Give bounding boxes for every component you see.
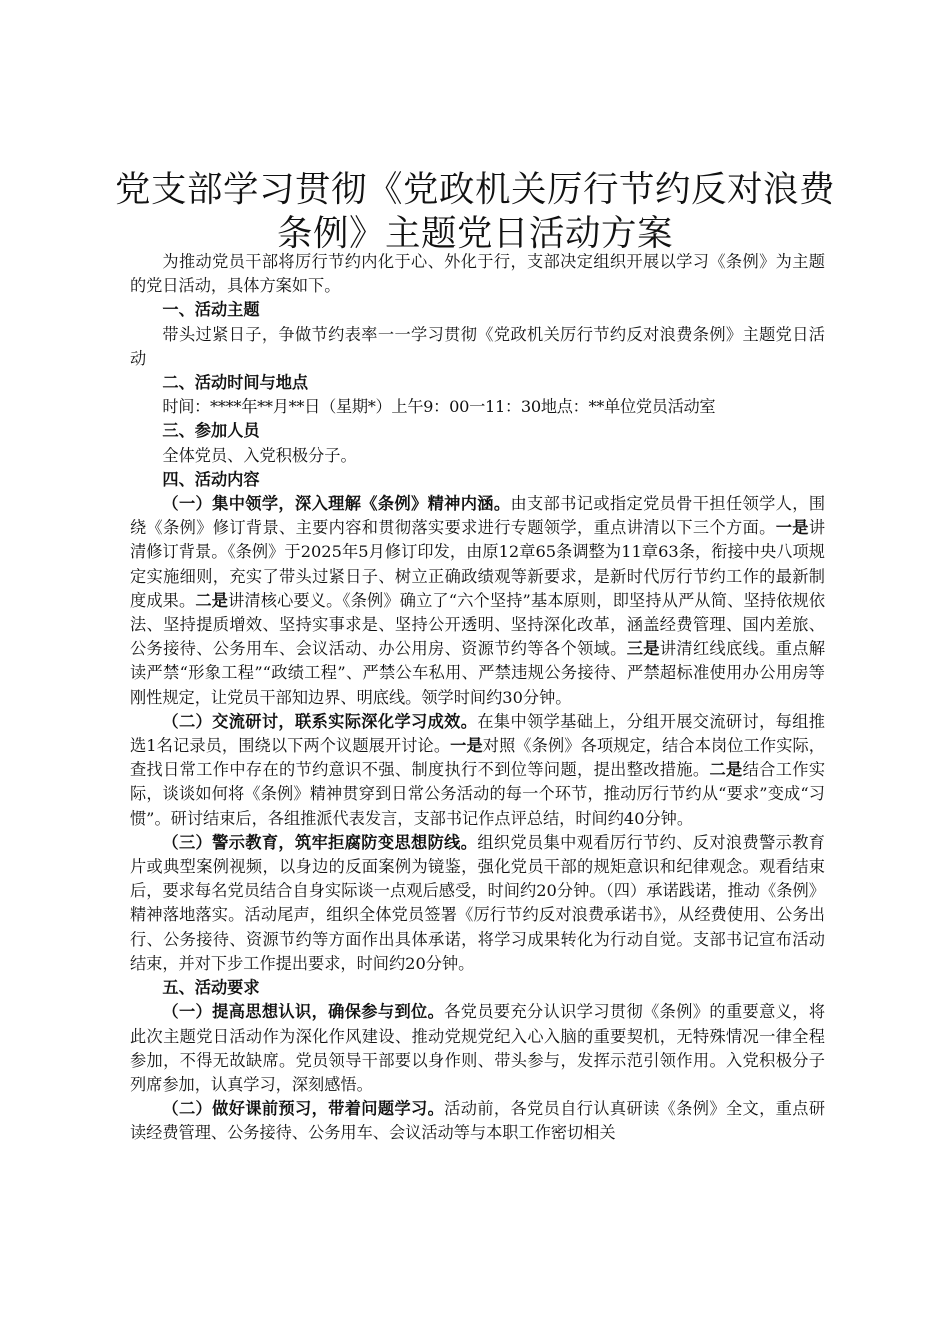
content-item-1-point-1: 一是: [775, 518, 809, 538]
requirement-item-1-text: 各党员要充分认识学习贯彻《条例》的重要意义，将此次主题党日活动作为深化作风建设、推动党规党纪入心入脑的重要契机，无特殊情况一律全程参加，不得无故缺席。党员领导干部要以身作则、带头参与，发挥示范引领作用。入党积极分子列席参加，认真学习，深刻感悟。: [130, 1002, 826, 1094]
requirement-item-2-text: 活动前，各党员自行认真研读《条例》全文，重点研读经费管理、公务接待、公务用车、会议活动等与本职工作密切相关: [130, 1099, 826, 1143]
content-item-1-text-a: 由支部书记或指定党员骨干担任领学人，围绕《条例》修订背景、主要内容和贯彻落实要求进行专题领学，重点讲清以下三个方面。: [130, 494, 826, 538]
content-item-3-lead: （三）警示教育，筑牢拒腐防变思想防线。: [162, 832, 478, 852]
document-body: [130, 250, 825, 1146]
content-item-1-text-d: 讲清红线底线。重点解读严禁“形象工程”“政绩工程”、严禁公车私用、严禁违规公务接待、严禁超标准使用办公用房等刚性规定，让党员干部知边界、明底线。领学时间约30分钟。: [130, 639, 826, 707]
requirement-item-1-lead: （一）提高思想认识，确保参与到位。: [162, 1002, 445, 1022]
section-heading-time-place: 二、活动时间与地点: [162, 373, 309, 393]
content-item-2: [130, 710, 825, 831]
section-heading-participants: 三、参加人员: [162, 421, 260, 441]
title-line-1: 党支部学习贯彻《党政机关厉行节约反对浪费: [114, 169, 835, 210]
requirement-item-2-lead: （二）做好课前预习，带着问题学习。: [162, 1099, 445, 1119]
title-line-2: 条例》主题党日活动方案: [276, 213, 673, 254]
time-place-paragraph: 时间：****年**月**日（星期*）上午9：00一11：30地点：**单位党员活动室: [162, 397, 716, 417]
theme-paragraph: 带头过紧日子，争做节约表率一一学习贯彻《党政机关厉行节约反对浪费条例》主题党日活动: [130, 324, 825, 368]
content-item-1-text-c: 讲清核心要义。《条例》确立了“六个坚持”基本原则，即坚持从严从简、坚持依规依法、坚持提质增效、坚持实事求是、坚持公开透明、坚持深化改革，涵盖经费管理、国内差旅、公务接待、公务用车、会议活动、办公用房、资源节约等各个领域。: [130, 590, 826, 659]
section-heading-requirements: 五、活动要求: [162, 978, 260, 998]
requirement-item-1: [130, 1000, 825, 1097]
content-item-2-lead: （二）交流研讨，联系实际深化学习成效。: [162, 711, 478, 731]
intro-paragraph: 为推动党员干部将厉行节约内化于心、外化于行，支部决定组织开展以学习《条例》为主题的党日活动，具体方案如下。: [130, 252, 825, 296]
content-item-1: [130, 492, 825, 710]
content-item-2-text-b: 对照《条例》各项规定，结合本岗位工作实际，查找日常工作中存在的节约意识不强、制度执行不到位等问题，提出整改措施。: [130, 736, 825, 780]
content-item-2-point-2: 二是: [709, 760, 743, 780]
content-item-2-point-1: 一是: [450, 736, 483, 756]
participants-paragraph: 全体党员、入党积极分子。: [162, 445, 357, 465]
content-item-3: [130, 831, 825, 976]
section-heading-content: 四、活动内容: [162, 469, 260, 489]
content-item-2-text-a: 在集中领学基础上，分组开展交流研讨，每组推选1名记录员，围绕以下两个议题展开讨论。: [130, 711, 825, 756]
content-item-1-point-2: 二是: [195, 590, 229, 610]
requirement-item-2: [130, 1097, 825, 1145]
content-item-3-text: 组织党员集中观看厉行节约、反对浪费警示教育片或典型案例视频，以身边的反面案例为镜鉴，强化党员干部的规矩意识和纪律观念。观看结束后，要求每名党员结合自身实际谈一点观后感受，时间约20分钟。（四）承诺践诺，推动《条例》精神落地落实。活动尾声，组织全体党员签署《厉行节约反对浪费承诺书》，从经费使用、公务出行、公务接待、资源节约等方面作出具体承诺，将学习成果转化为行动自觉。支部书记宣布活动结束，并对下步工作提出要求，时间约20分钟。: [130, 832, 825, 973]
content-item-1-point-3: 三是: [626, 639, 660, 659]
document-title: [100, 168, 850, 256]
content-item-1-text-b: 讲清修订背景。《条例》于2025年5月修订印发，由原12章65条调整为11章63条，衔接中央八项规定实施细则，充实了带头过紧日子、树立正确政绩观等新要求，是新时代厉行节约工作的最新制度成果。: [130, 518, 826, 610]
content-item-2-text-c: 结合工作实际，谈谈如何将《条例》精神贯穿到日常公务活动的每一个环节，推动厉行节约从“要求”变成“习惯”。研讨结束后，各组推派代表发言，支部书记作点评总结，时间约40分钟。: [130, 760, 826, 828]
content-item-1-lead: （一）集中领学，深入理解《条例》精神内涵。: [162, 494, 511, 514]
section-heading-theme: 一、活动主题: [162, 300, 260, 320]
